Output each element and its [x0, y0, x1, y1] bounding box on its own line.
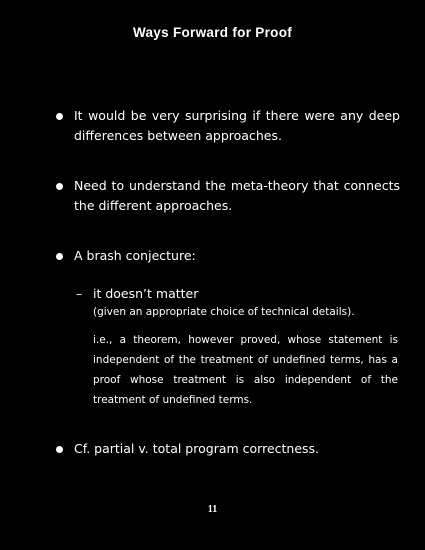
bullet-icon — [56, 113, 63, 120]
sub-item-parenthetical: (given an appropriate choice of technical details). — [93, 306, 355, 318]
bullet-item — [56, 176, 400, 216]
bullet-item — [56, 246, 400, 266]
bullet-text: A brash conjecture: — [74, 248, 196, 263]
bullet-text: Need to understand the meta-theory that connects the different approaches. — [74, 178, 400, 213]
sub-item-explanation: i.e., a theorem, however proved, whose statement is independent of the treatment of undefined terms, has a proof whose treatment is also independent of the treatment of undefined terms. — [93, 334, 398, 406]
bullet-text: It would be very surprising if there were any deep differences between approaches. — [74, 108, 400, 143]
bullet-item — [56, 106, 400, 146]
dash-icon: – — [76, 286, 83, 301]
sub-item-text: it doesn’t matter — [93, 286, 199, 301]
bullet-text: Cf. partial v. total program correctness. — [74, 441, 320, 456]
page-number: 11 — [207, 504, 218, 515]
bullet-item — [56, 439, 400, 459]
slide-title: Ways Forward for Proof — [132, 25, 293, 40]
sub-item — [76, 284, 400, 304]
bullet-icon — [56, 253, 63, 260]
bullet-icon — [56, 183, 63, 190]
bullet-icon — [56, 446, 63, 453]
